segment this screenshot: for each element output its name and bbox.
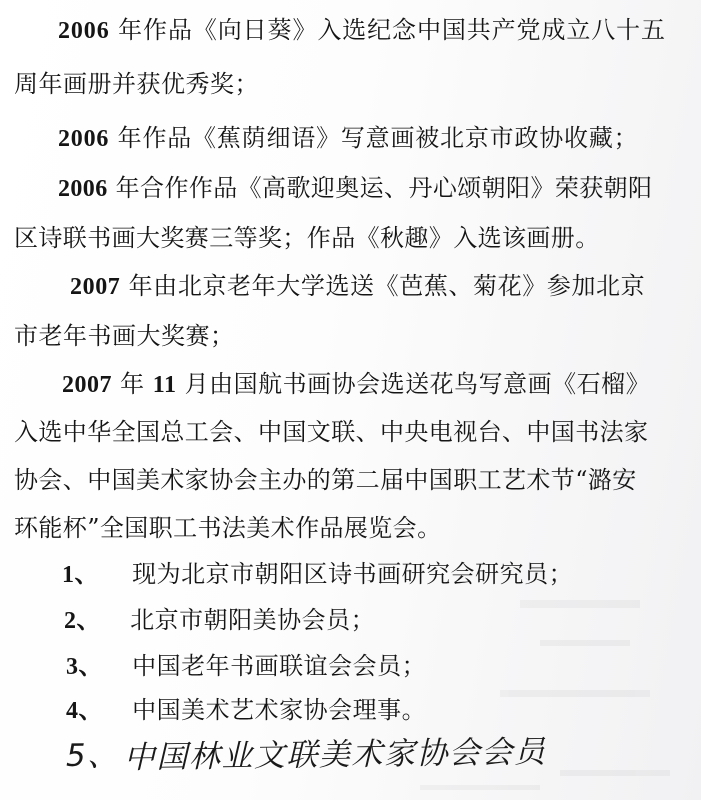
handwritten-text: 中国林业文联美术家协会会员 <box>123 734 547 776</box>
list-item-number: 3、 <box>66 654 103 680</box>
paragraph-5-text-1: 月由国航书画协会选送花鸟写意画《石榴》 <box>184 370 651 398</box>
list-item-number: 2、 <box>64 608 101 634</box>
paragraph-5-text-a: 年 <box>120 370 145 398</box>
paragraph-1-text-2: 周年画册并获优秀奖； <box>14 70 259 98</box>
paragraph-3-year: 2006 <box>58 176 108 202</box>
paragraph-5-text-2: 入选中华全国总工会、中国文联、中央电视台、中国书法家 <box>14 418 649 446</box>
paragraph-4-year: 2007 <box>70 274 121 300</box>
paragraph-1-text-1: 年作品《向日葵》入选纪念中国共产党成立八十五 <box>118 16 666 44</box>
paragraph-5-text-3: 协会、中国美术家协会主办的第二届中国职工艺术节“潞安 <box>14 466 637 494</box>
list-item-text: 中国老年书画联谊会会员； <box>132 652 427 680</box>
paragraph-3-text-1: 年合作作品《高歌迎奥运、丹心颂朝阳》荣获朝阳 <box>115 174 653 202</box>
list-item-number: 4、 <box>66 698 103 724</box>
paragraph-3-text-2: 区诗联书画大奖赛三等奖；作品《秋趣》入选该画册。 <box>14 224 600 252</box>
list-item-text: 现为北京市朝阳区诗书画研究会研究员； <box>132 560 574 588</box>
paragraph-2-text-1: 年作品《蕉荫细语》写意画被北京市政协收藏； <box>117 124 639 152</box>
paragraph-5-year: 2007 <box>62 372 112 398</box>
paragraph-2-year: 2006 <box>58 126 110 152</box>
paragraph-4-text-2: 市老年书画大奖赛； <box>14 322 235 350</box>
paragraph-4-text-1: 年由北京老年大学选送《芭蕉、菊花》参加北京 <box>128 272 646 300</box>
paragraph-1-year: 2006 <box>58 18 110 44</box>
list-item-text: 中国美术艺术家协会理事。 <box>132 696 427 724</box>
list-item-number: 1、 <box>62 562 99 588</box>
paragraph-5-month: 11 <box>152 372 177 398</box>
list-item-text: 北京市朝阳美协会员； <box>130 606 376 634</box>
paragraph-5-text-4: 环能杯”全国职工书法美术作品展览会。 <box>14 514 442 542</box>
handwritten-number: 5、 <box>65 737 120 774</box>
